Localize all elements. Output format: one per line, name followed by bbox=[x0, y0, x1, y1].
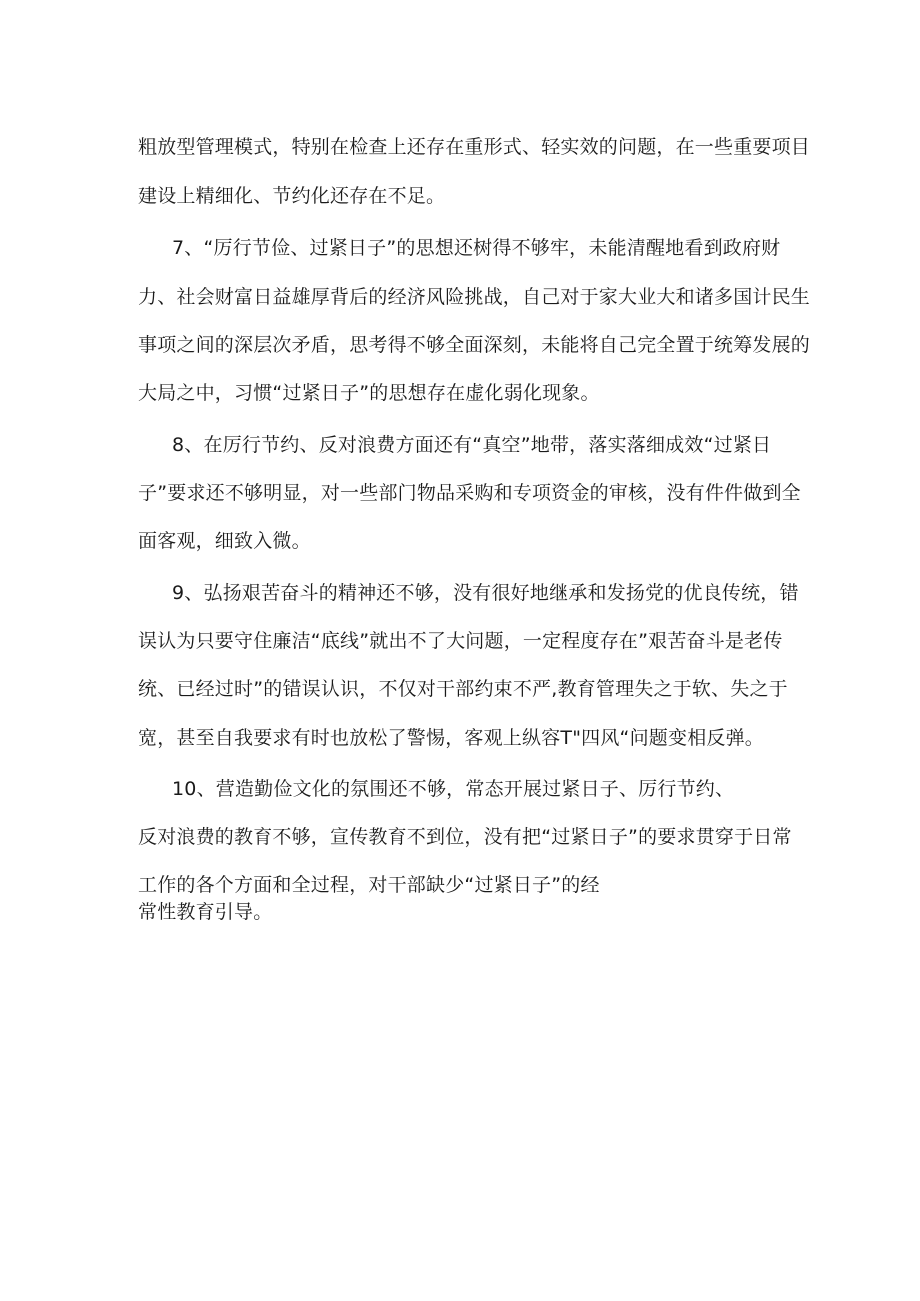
paragraph-7-start: 7、“厉行节俭、过紧日子”的思想还树得不够牢，未能清醒地看到政府财 bbox=[172, 237, 781, 259]
text-line: 常性教育引导。 bbox=[138, 901, 273, 923]
paragraph-8-start: 8、在厉行节约、反对浪费方面还有“真空”地带，落实落细成效“过紧日 bbox=[172, 434, 772, 456]
text-line: 面客观，细致入微。 bbox=[138, 530, 311, 552]
text-line: 统、已经过时”的错误认识，不仅对干部约束不严,教育管理失之于软、失之于 bbox=[138, 678, 788, 700]
text-line: 事项之间的深层次矛盾，思考得不够全面深刻，未能将自己完全置于统筹发展的 bbox=[138, 334, 811, 356]
text-line: 大局之中，习惯“过紧日子”的思想存在虚化弱化现象。 bbox=[138, 382, 600, 404]
text-line: 力、社会财富日益雄厚背后的经济风险挑战，自己对于家大业大和诸多国计民生 bbox=[138, 286, 811, 308]
text-line: 工作的各个方面和全过程，对干部缺少“过紧日子”的经 bbox=[138, 874, 600, 896]
text-line: 粗放型管理模式，特别在检查上还存在重形式、轻实效的问题，在一些重要项目 bbox=[138, 136, 811, 158]
text-line: 宽，甚至自我要求有时也放松了警惕，客观上纵容T"四风“问题变相反弹。 bbox=[138, 727, 764, 749]
text-line: 建设上精细化、节约化还存在不足。 bbox=[138, 185, 446, 207]
text-line: 误认为只要守住廉洁“底线”就出不了大问题，一定程度存在”艰苦奋斗是老传 bbox=[138, 630, 783, 652]
text-line: 子”要求还不够明显，对一些部门物品采购和专项资金的审核，没有件件做到全 bbox=[138, 482, 801, 504]
paragraph-9-start: 9、弘扬艰苦奋斗的精神还不够，没有很好地继承和发扬党的优良传统，错 bbox=[172, 582, 799, 604]
text-line: 反对浪费的教育不够，宣传教育不到位，没有把“过紧日子”的要求贯穿于日常 bbox=[138, 826, 792, 848]
paragraph-10-start: 10、营造勤俭文化的氛围还不够，常态开展过紧日子、厉行节约、 bbox=[172, 778, 735, 800]
